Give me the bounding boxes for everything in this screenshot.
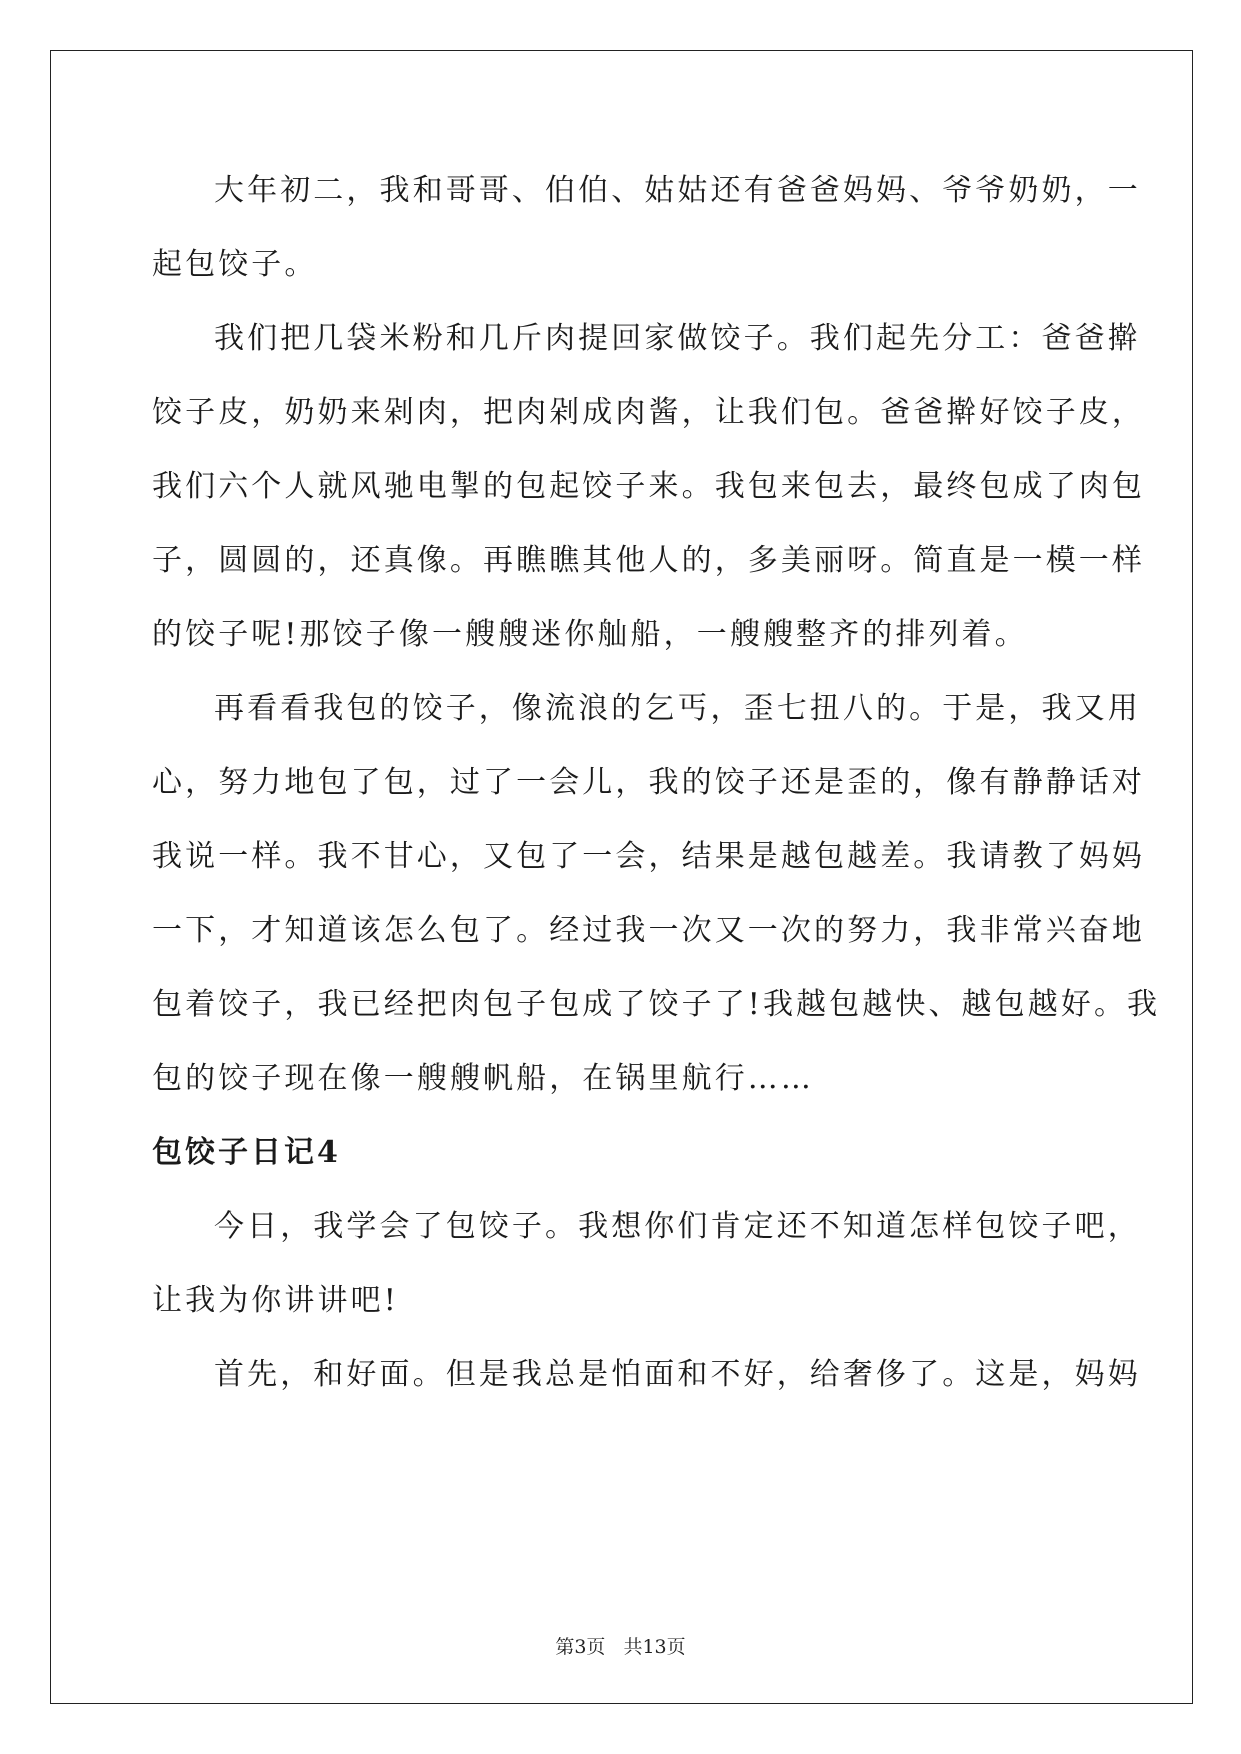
text-line: 包的饺子现在像一艘艘帆船，在锅里航行…… [152,1061,814,1096]
text-line: 首先，和好面。但是我总是怕面和不好，给奢侈了。这是，妈妈 [214,1357,1141,1392]
paragraph-3 [152,672,1161,1116]
text-line: 今日，我学会了包饺子。我想你们肯定还不知道怎样包饺子吧， [214,1209,1141,1244]
text-line: 起包饺子。 [152,247,318,282]
paragraph-4 [152,1190,1141,1338]
text-line: 的饺子呢!那饺子像一艘艘迷你舢船，一艘艘整齐的排列着。 [152,617,1028,652]
text-line: 让我为你讲讲吧! [152,1283,399,1318]
page-total: 共13页 [623,1636,686,1658]
text-line: 包着饺子，我已经把肉包子包成了饺子了!我越包越快、越包越好。我 [152,987,1161,1022]
text-line: 我们六个人就风驰电掣的包起饺子来。我包来包去，最终包成了肉包 [152,469,1145,504]
page-footer [0,1632,1241,1659]
text-line: 大年初二，我和哥哥、伯伯、姑姑还有爸爸妈妈、爷爷奶奶，一 [214,173,1141,208]
paragraph-5 [152,1338,1141,1412]
text-line: 再看看我包的饺子，像流浪的乞丐，歪七扭八的。于是，我又用 [214,691,1141,726]
section-heading: 包饺子日记4 [152,1135,341,1170]
paragraph-1 [152,154,1141,302]
text-line: 心，努力地包了包，过了一会儿，我的饺子还是歪的，像有静静话对 [152,765,1145,800]
text-line: 饺子皮，奶奶来剁肉，把肉剁成肉酱，让我们包。爸爸擀好饺子皮， [152,395,1145,430]
text-line: 我说一样。我不甘心，又包了一会，结果是越包越差。我请教了妈妈 [152,839,1145,874]
page-number: 第3页 [555,1636,606,1658]
text-line: 我们把几袋米粉和几斤肉提回家做饺子。我们起先分工：爸爸擀 [214,321,1141,356]
document-body [152,154,1161,1412]
paragraph-2 [152,302,1145,672]
text-line: 子，圆圆的，还真像。再瞧瞧其他人的，多美丽呀。简直是一模一样 [152,543,1145,578]
text-line: 一下，才知道该怎么包了。经过我一次又一次的努力，我非常兴奋地 [152,913,1145,948]
